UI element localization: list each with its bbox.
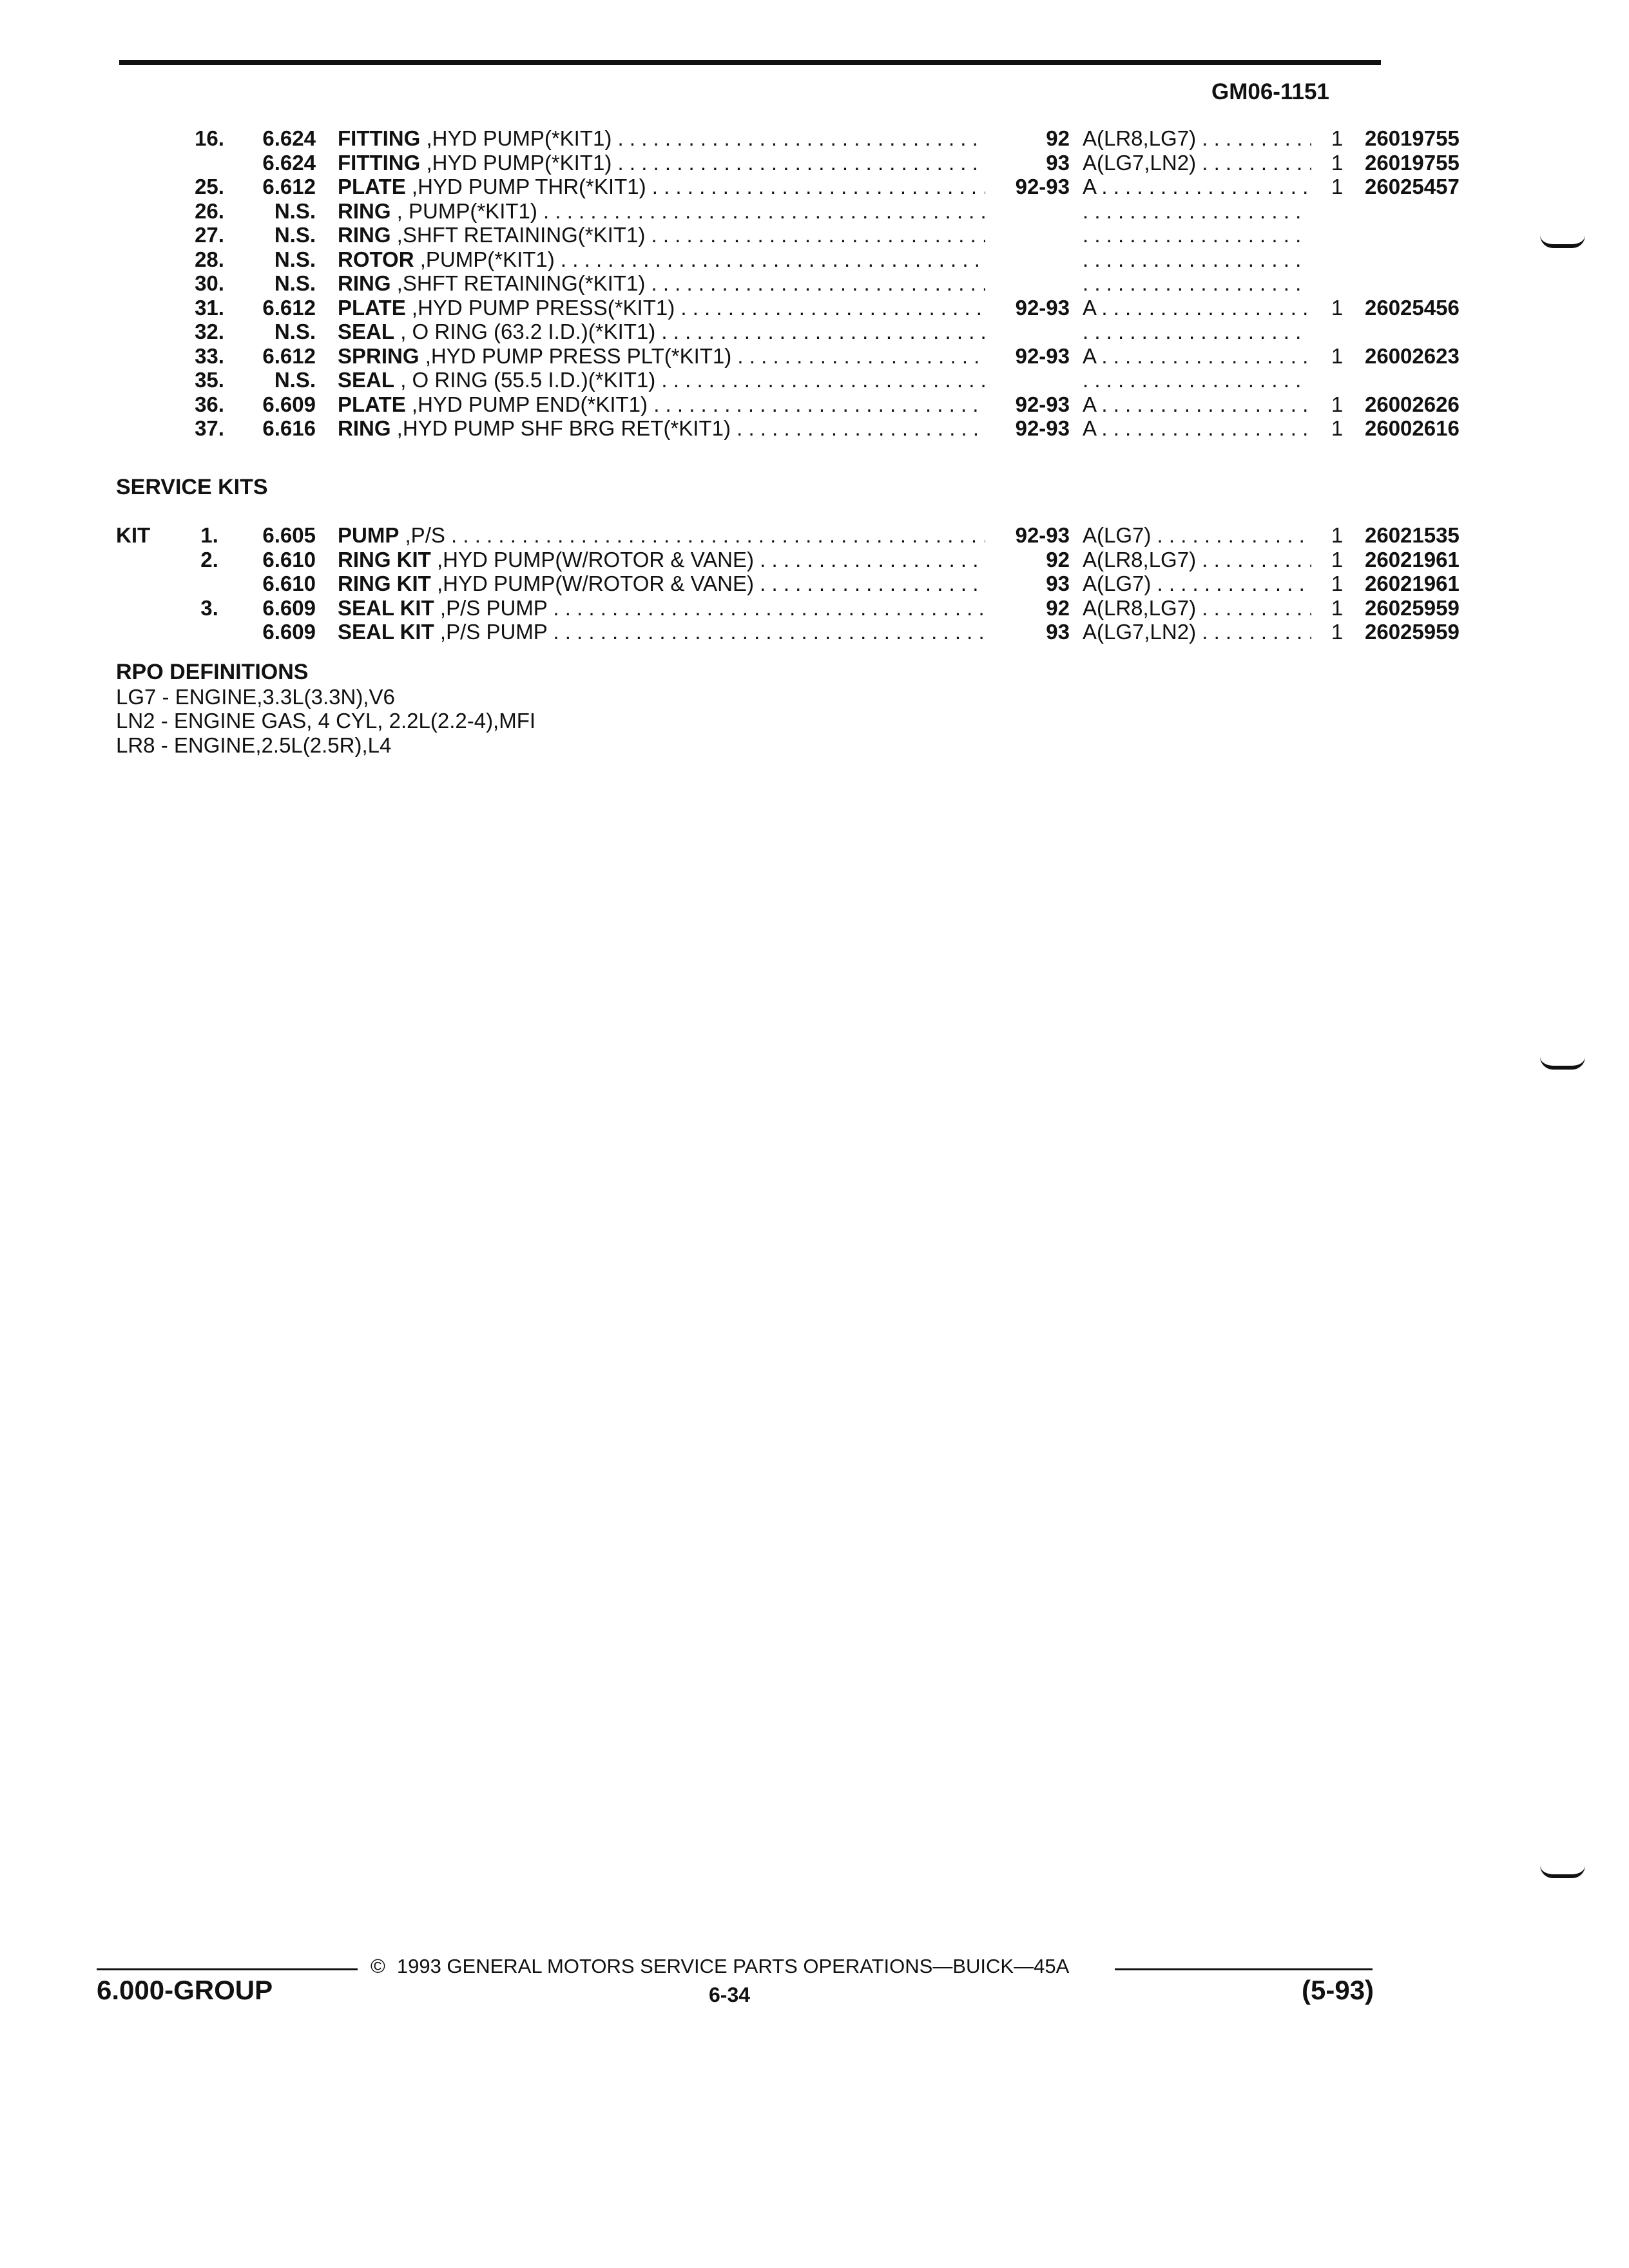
part-detail: , O RING (55.5 I.D.)(*KIT1) bbox=[400, 368, 656, 392]
part-description bbox=[338, 368, 985, 392]
section-number: N.S. bbox=[274, 247, 316, 271]
model-year: 92-93 bbox=[1015, 343, 1070, 368]
kit-name: SEAL KIT bbox=[338, 595, 434, 620]
part-name: SEAL bbox=[338, 368, 395, 392]
model-year: 92-93 bbox=[1015, 175, 1070, 198]
page-number: 6-34 bbox=[709, 1983, 751, 2006]
part-name: ROTOR bbox=[338, 247, 414, 271]
part-name: SEAL bbox=[338, 320, 395, 343]
model-year: 93 bbox=[1046, 150, 1070, 175]
revision-date: (5-93) bbox=[1302, 1975, 1374, 2005]
top-rule bbox=[119, 60, 1381, 65]
part-name: FITTING bbox=[338, 150, 421, 175]
part-description bbox=[338, 296, 985, 320]
kit-detail: ,HYD PUMP(W/ROTOR & VANE) bbox=[437, 547, 754, 572]
model-year: 92-93 bbox=[1015, 416, 1070, 440]
part-detail: , PUMP(*KIT1) bbox=[396, 198, 537, 223]
ref-number: 33. bbox=[195, 343, 224, 368]
part-detail: ,HYD PUMP SHF BRG RET(*KIT1) bbox=[396, 416, 731, 440]
section-number: 6.612 bbox=[262, 175, 316, 198]
ref-number: 28. bbox=[195, 247, 224, 271]
quantity: 1 bbox=[1331, 295, 1344, 320]
part-name: PLATE bbox=[338, 175, 406, 198]
part-number: 26025456 bbox=[1365, 295, 1460, 320]
part-detail: ,HYD PUMP THR(*KIT1) bbox=[411, 175, 646, 198]
quantity: 1 bbox=[1331, 150, 1344, 175]
usage-code: A(LG7) . . . bbox=[1083, 523, 1311, 548]
ref-number: 27. bbox=[195, 223, 224, 247]
section-number: N.S. bbox=[274, 368, 316, 392]
ref-number: 32. bbox=[195, 320, 224, 343]
kit-name: SEAL KIT bbox=[338, 620, 434, 644]
part-number: 26019755 bbox=[1365, 126, 1460, 150]
section-number: 6.616 bbox=[262, 416, 316, 440]
kit-description bbox=[338, 572, 985, 596]
group-label: 6.000-GROUP bbox=[97, 1975, 273, 2005]
section-number: 6.609 bbox=[262, 392, 316, 416]
section-number: 6.624 bbox=[262, 150, 316, 175]
copyright-line bbox=[371, 1954, 1069, 1979]
part-name: FITTING bbox=[338, 126, 421, 150]
usage-leader bbox=[1083, 247, 1305, 272]
ref-number: 25. bbox=[195, 175, 224, 198]
usage-code: A . . . bbox=[1083, 175, 1311, 199]
binder-tab-mark bbox=[1540, 1865, 1585, 1878]
part-description bbox=[338, 247, 985, 272]
part-description bbox=[338, 199, 985, 224]
section-number: 6.610 bbox=[262, 572, 316, 595]
quantity: 1 bbox=[1331, 343, 1344, 368]
footer-rule-right bbox=[1115, 1968, 1373, 1970]
usage-code: A . . . bbox=[1083, 344, 1311, 369]
part-description bbox=[338, 344, 985, 369]
section-number: 6.605 bbox=[262, 523, 316, 547]
ref-number: 26. bbox=[195, 198, 224, 223]
quantity: 1 bbox=[1331, 392, 1344, 416]
binder-tab-mark bbox=[1540, 1057, 1585, 1070]
ref-number: 36. bbox=[195, 392, 224, 416]
quantity: 1 bbox=[1331, 416, 1344, 440]
part-name: PLATE bbox=[338, 392, 406, 416]
section-number: N.S. bbox=[274, 271, 316, 295]
model-year: 92 bbox=[1046, 595, 1070, 620]
section-number: 6.610 bbox=[262, 547, 316, 572]
kit-name: PUMP bbox=[338, 523, 400, 547]
usage-code: A . . . bbox=[1083, 296, 1311, 320]
kit-detail: ,P/S bbox=[405, 523, 445, 547]
part-name: RING bbox=[338, 416, 391, 440]
document-id: GM06-1151 bbox=[1211, 79, 1329, 104]
usage-code: A(LG7) . . . bbox=[1083, 572, 1311, 596]
usage-leader bbox=[1083, 271, 1305, 296]
part-number: 26021961 bbox=[1365, 572, 1460, 595]
part-name: SPRING bbox=[338, 343, 419, 368]
section-number: N.S. bbox=[274, 223, 316, 247]
rpo-line: LG7 - ENGINE,3.3L(3.3N),V6 bbox=[116, 684, 395, 709]
section-number: 6.612 bbox=[262, 295, 316, 320]
kit-name: RING KIT bbox=[338, 547, 431, 572]
usage-leader bbox=[1083, 368, 1305, 392]
part-description bbox=[338, 126, 985, 151]
part-number: 26002616 bbox=[1365, 416, 1460, 440]
quantity: 1 bbox=[1331, 523, 1344, 547]
quantity: 1 bbox=[1331, 620, 1344, 644]
section-number: 6.609 bbox=[262, 595, 316, 620]
copyright-symbol: © bbox=[371, 1955, 385, 1977]
part-detail: , O RING (63.2 I.D.)(*KIT1) bbox=[400, 320, 656, 343]
part-description bbox=[338, 151, 985, 175]
ref-number: 2. bbox=[200, 547, 218, 572]
copyright-text: 1993 GENERAL MOTORS SERVICE PARTS OPERATIONS—BUICK—45A bbox=[396, 1955, 1070, 1977]
model-year: 92 bbox=[1046, 126, 1070, 150]
usage-code: A(LG7,LN2) . . . bbox=[1083, 620, 1311, 644]
usage-code: A(LR8,LG7) . . . bbox=[1083, 126, 1311, 151]
ref-number: 30. bbox=[195, 271, 224, 295]
model-year: 92-93 bbox=[1015, 295, 1070, 320]
ref-number: 1. bbox=[200, 523, 218, 547]
part-detail: ,HYD PUMP PRESS(*KIT1) bbox=[411, 295, 675, 320]
kit-detail: ,P/S PUMP bbox=[439, 620, 548, 644]
usage-code: A(LR8,LG7) . . . bbox=[1083, 596, 1311, 620]
usage-leader bbox=[1083, 320, 1305, 344]
quantity: 1 bbox=[1331, 572, 1344, 595]
part-detail: ,HYD PUMP END(*KIT1) bbox=[411, 392, 648, 416]
section-number: N.S. bbox=[274, 320, 316, 343]
part-detail: ,HYD PUMP(*KIT1) bbox=[426, 126, 612, 150]
section-number: 6.609 bbox=[262, 620, 316, 644]
part-detail: ,HYD PUMP PRESS PLT(*KIT1) bbox=[425, 343, 732, 368]
part-number: 26021961 bbox=[1365, 547, 1460, 572]
part-detail: ,SHFT RETAINING(*KIT1) bbox=[396, 223, 646, 247]
part-description bbox=[338, 175, 985, 199]
usage-code: A . . . bbox=[1083, 392, 1311, 417]
ref-number: 31. bbox=[195, 295, 224, 320]
usage-leader bbox=[1083, 199, 1305, 224]
binder-tab-mark bbox=[1540, 235, 1585, 248]
part-number: 26002626 bbox=[1365, 392, 1460, 416]
kit-detail: ,HYD PUMP(W/ROTOR & VANE) bbox=[437, 572, 754, 595]
part-number: 26025457 bbox=[1365, 175, 1460, 198]
part-number: 26019755 bbox=[1365, 150, 1460, 175]
part-detail: ,SHFT RETAINING(*KIT1) bbox=[396, 271, 646, 295]
kit-name: RING KIT bbox=[338, 572, 431, 595]
ref-number: 37. bbox=[195, 416, 224, 440]
quantity: 1 bbox=[1331, 175, 1344, 198]
part-number: 26021535 bbox=[1365, 523, 1460, 547]
usage-leader bbox=[1083, 223, 1305, 247]
model-year: 93 bbox=[1046, 572, 1070, 595]
ref-number: 35. bbox=[195, 368, 224, 392]
kit-description bbox=[338, 523, 985, 548]
part-name: RING bbox=[338, 223, 391, 247]
section-number: 6.612 bbox=[262, 343, 316, 368]
quantity: 1 bbox=[1331, 595, 1344, 620]
part-description bbox=[338, 392, 985, 417]
quantity: 1 bbox=[1331, 547, 1344, 572]
kit-detail: ,P/S PUMP bbox=[439, 595, 548, 620]
part-description bbox=[338, 416, 985, 441]
rpo-line: LN2 - ENGINE GAS, 4 CYL, 2.2L(2.2-4),MFI bbox=[116, 709, 536, 733]
kit-description bbox=[338, 596, 985, 620]
part-description bbox=[338, 271, 985, 296]
part-detail: ,HYD PUMP(*KIT1) bbox=[426, 150, 612, 175]
rpo-heading: RPO DEFINITIONS bbox=[116, 660, 309, 684]
usage-code: A(LG7,LN2) . . . bbox=[1083, 151, 1311, 175]
part-detail: ,PUMP(*KIT1) bbox=[419, 247, 555, 271]
kit-description bbox=[338, 620, 985, 644]
service-kits-heading: SERVICE KITS bbox=[116, 475, 268, 499]
part-description bbox=[338, 320, 985, 344]
model-year: 93 bbox=[1046, 620, 1070, 644]
rpo-definitions bbox=[116, 660, 535, 757]
kit-description bbox=[338, 548, 985, 572]
usage-code: A . . . bbox=[1083, 416, 1311, 441]
quantity: 1 bbox=[1331, 126, 1344, 150]
ref-number: 16. bbox=[195, 126, 224, 150]
rpo-line: LR8 - ENGINE,2.5L(2.5R),L4 bbox=[116, 733, 392, 757]
part-number: 26025959 bbox=[1365, 620, 1460, 644]
usage-code: A(LR8,LG7) . . . bbox=[1083, 548, 1311, 572]
model-year: 92-93 bbox=[1015, 392, 1070, 416]
part-name: PLATE bbox=[338, 295, 406, 320]
kit-label: KIT bbox=[116, 523, 151, 547]
footer-rule-left bbox=[97, 1968, 358, 1970]
part-description bbox=[338, 223, 985, 247]
part-number: 26002623 bbox=[1365, 343, 1460, 368]
part-name: RING bbox=[338, 271, 391, 295]
model-year: 92 bbox=[1046, 547, 1070, 572]
section-number: N.S. bbox=[274, 198, 316, 223]
part-number: 26025959 bbox=[1365, 595, 1460, 620]
section-number: 6.624 bbox=[262, 126, 316, 150]
model-year: 92-93 bbox=[1015, 523, 1070, 547]
ref-number: 3. bbox=[200, 595, 218, 620]
part-name: RING bbox=[338, 198, 391, 223]
